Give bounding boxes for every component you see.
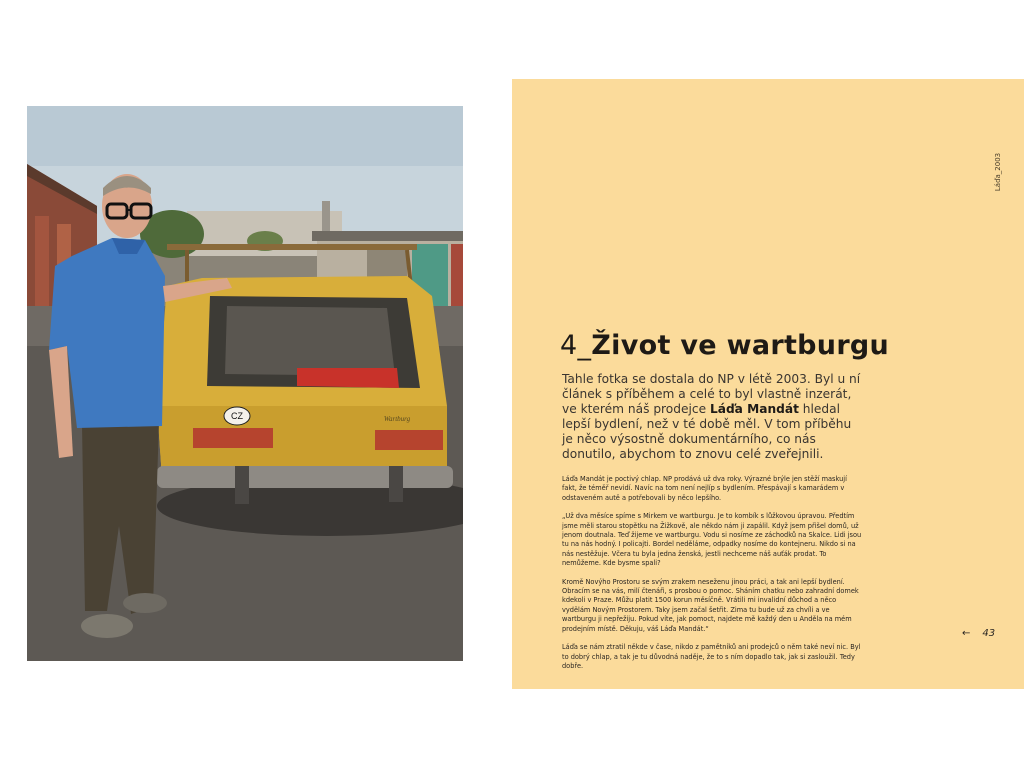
wartburg-badge: Wartburg xyxy=(383,415,411,423)
sky-upper xyxy=(27,106,463,166)
body-paragraph: Láďa se nám ztratil někde v čase, nikdo z pamětníků ani prodejců o něm také neví nic. Byl to dobrý chlap, a tak je tu důvodná naděje, že to s ním dopadlo tak, jak si zasloužil. Tedy dobře. xyxy=(562,643,861,670)
chapter-number: 4_ xyxy=(560,330,592,361)
tail-light-right xyxy=(375,430,443,450)
side-tag: Láďa_2003 xyxy=(994,152,1002,192)
body-paragraph: Kromě Novýho Prostoru se svým zrakem neseženu jinou práci, a tak ani lepší bydlení. Obracím se na vás, milí čtenáři, s prosbou o pomoc. Sháním chatku nebo zahradní domek kdekoli v Praze. Můžu platit 1500 korun měsíčně. Vrátili mi invalidní důchod a něco vydělám Novým Prostorem. Taky jsem začal šetřit. Zima tu bude už za chvíli a ve wartburgu ji nepřežiju. Pokud víte, jak pomoct, najdete mě každý den u Anděla na mém prodejním místě. Děkuju, váš Láďa Mandát.“ xyxy=(562,577,859,633)
photo-illustration xyxy=(27,106,463,661)
cz-plate-text: CZ xyxy=(231,411,243,421)
lead-part-2: hledal lepší bydlení, než v té době měl. V tom příběhu je něco výsostně dokumentárního, co nás donutilo, abychom to znovu celé zveřejnili. xyxy=(562,402,852,461)
lead-name: Láďa Mandát xyxy=(709,402,799,416)
shoe-left xyxy=(81,614,133,638)
shoe-right xyxy=(123,593,167,613)
page-number: 43 xyxy=(982,628,996,639)
chapter-title-text: Život ve wartburgu xyxy=(591,330,890,361)
photo-man-with-wartburg xyxy=(27,106,463,661)
arrow-left-icon[interactable]: ← xyxy=(962,628,971,639)
roof-rack xyxy=(167,244,417,250)
article-body xyxy=(562,475,862,680)
page-footer xyxy=(962,628,995,639)
tail-light-left xyxy=(193,428,273,448)
rear-bumper xyxy=(157,466,453,488)
lead-paragraph xyxy=(562,372,862,462)
chapter-title xyxy=(560,330,889,361)
body-paragraph: „Už dva měsíce spíme s Mirkem ve wartburgu. Je to kombík s lůžkovou úpravou. Předtím jsme měli starou stopětku na Žižkově, ale někdo nám ji zapálil. Když jsem přišel domů, už jenom doutnala. Teď žijeme ve wartburgu. Vodu si nosíme ze záchodků na Skalce. Lidi jsou tu na nás hodný. I policajti. Bordel neděláme, odpadky nosíme do kontejneru. Nikdo si na nás nestěžuje. Včera tu byla jedna ženská, jestli nechceme náš auťák prodat. To nemůžeme. Kde bysme spali? xyxy=(562,512,862,568)
body-paragraph: Láďa Mandát je poctivý chlap. NP prodává už dva roky. Výrazné brýle jen stěží maskují fakt, že téměř nevidí. Navíc na tom není nejlíp s bydlením. Přespávají s kamarádem v odstaveném autě a potřebovali by něco lepšího. xyxy=(562,475,847,502)
lead-part-1: Tahle fotka se dostala do NP v létě 2003. Byl u ní článek s příběhem a celé to byl vlastně inzerát, ve kterém náš prodejce xyxy=(562,372,861,416)
